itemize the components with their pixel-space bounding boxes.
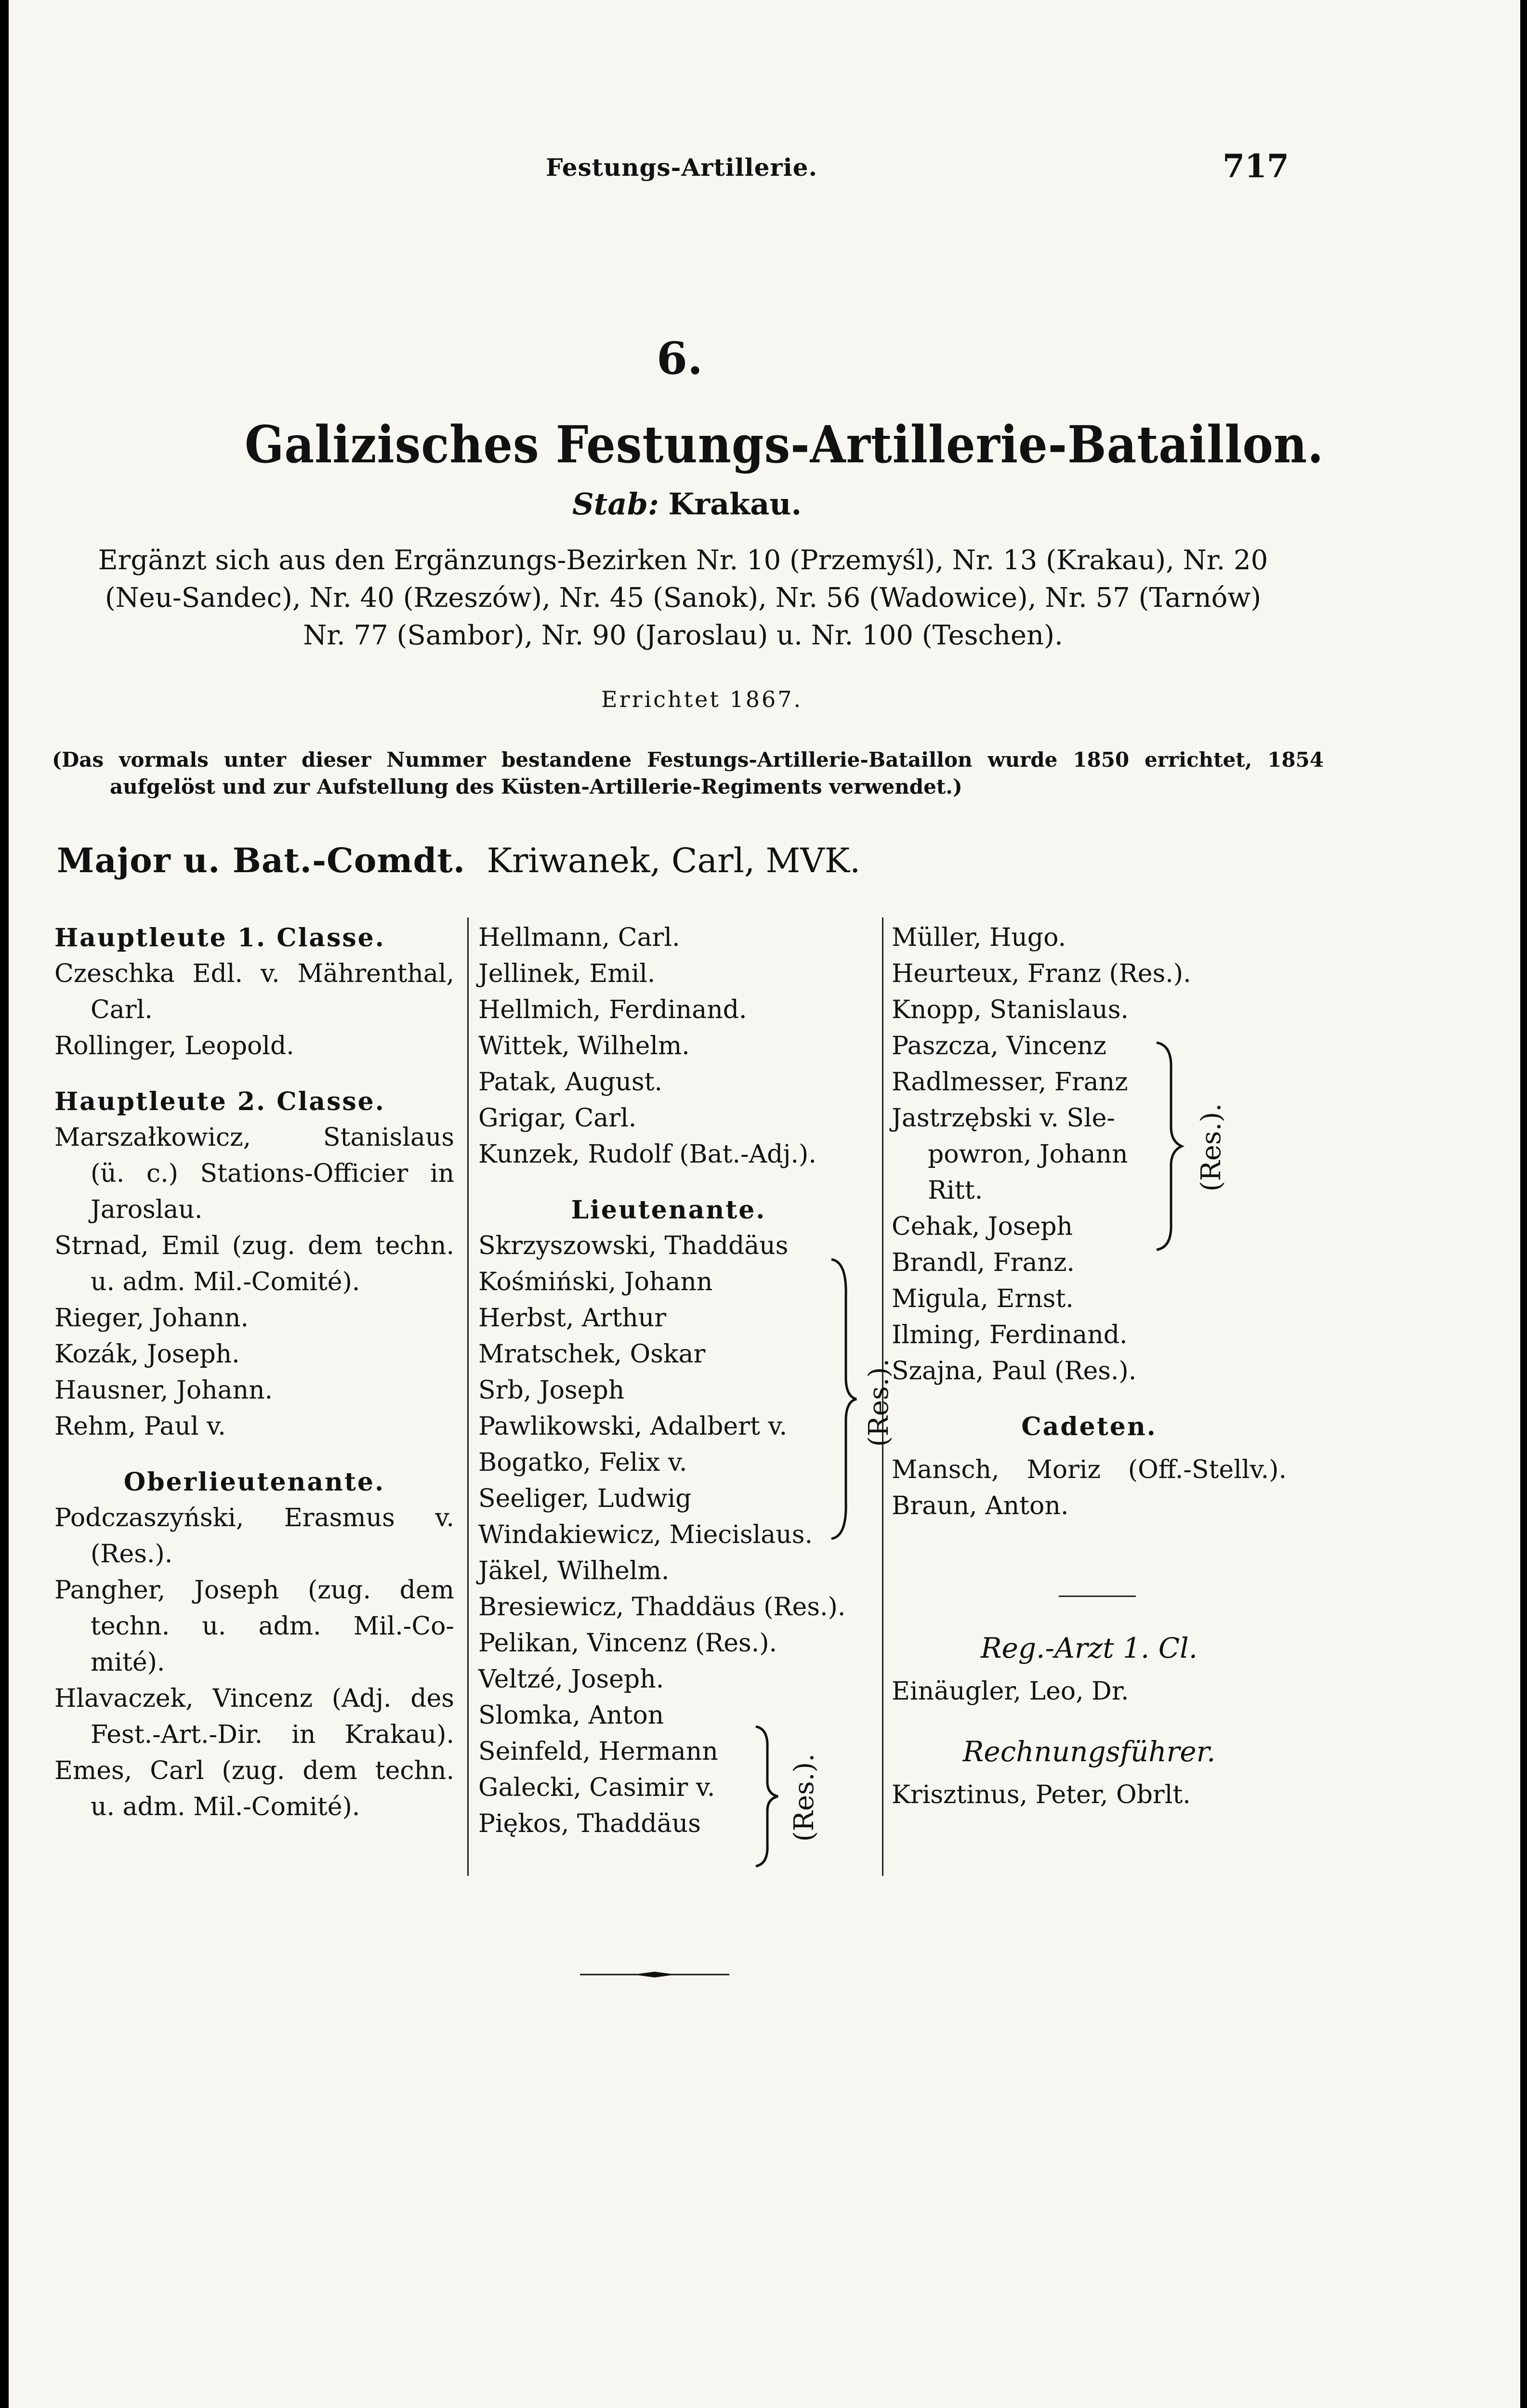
list-item: Pangher, Joseph (zug. dem [54, 1576, 454, 1605]
list-item: Patak, August. [478, 1068, 663, 1097]
document-page [9, 0, 1520, 2408]
major-label: Major u. Bat.-Comdt. [57, 840, 466, 880]
major-line [57, 840, 860, 880]
ergaenzt-paragraph [62, 542, 1304, 654]
list-item: Rieger, Johann. [54, 1304, 249, 1333]
list-item: Galecki, Casimir v. [478, 1773, 715, 1802]
list-item: Windakiewicz, Miecislaus. [478, 1520, 813, 1549]
heading-reg-arzt: Reg.-Arzt 1. Cl. [980, 1632, 1198, 1664]
column-2 [478, 920, 888, 1842]
stab-label: Stab: [572, 486, 659, 522]
heading-hauptleute-1: Hauptleute 1. Classe. [54, 923, 385, 953]
list-item: Ritt. [928, 1176, 983, 1205]
list-item: Knopp, Stanislaus. [892, 995, 1129, 1024]
column-divider [467, 917, 469, 1876]
heading-cadeten: Cadeten. [1021, 1412, 1157, 1441]
stab-value: Krakau. [668, 486, 802, 522]
running-title: Festungs-Artillerie. [546, 153, 817, 182]
list-item: Herbst, Arthur [478, 1304, 667, 1333]
list-item: Brandl, Franz. [892, 1248, 1075, 1277]
list-item: Slomka, Anton [478, 1701, 664, 1730]
page-number: 717 [1223, 147, 1289, 185]
list-item: Kunzek, Rudolf (Bat.-Adj.). [478, 1140, 816, 1169]
divider [1059, 1596, 1136, 1597]
list-item: Piękos, Thaddäus [478, 1809, 701, 1838]
list-item: Veltzé, Joseph. [478, 1665, 664, 1694]
list-item: Cehak, Joseph [892, 1212, 1073, 1241]
list-item: Rollinger, Leopold. [54, 1032, 294, 1060]
list-item: Hlavaczek, Vincenz (Adj. des [54, 1684, 454, 1713]
stab-line [572, 486, 802, 522]
brace-icon [753, 1724, 782, 1869]
list-item: Rehm, Paul v. [54, 1412, 226, 1441]
list-item: Ilming, Ferdinand. [892, 1321, 1128, 1349]
list-item: u. adm. Mil.-Comité). [91, 1793, 360, 1821]
history-note [52, 746, 1324, 800]
list-item: Braun, Anton. [892, 1492, 1069, 1520]
list-item: Kozák, Joseph. [54, 1340, 240, 1369]
heading-oberlieutenante: Oberlieutenante. [123, 1467, 385, 1497]
list-item: Migula, Ernst. [892, 1284, 1074, 1313]
list-item: Krisztinus, Peter, Obrlt. [892, 1780, 1191, 1809]
list-item: mité). [91, 1648, 165, 1677]
list-item: Strnad, Emil (zug. dem techn. [54, 1231, 454, 1260]
list-item: Czeschka Edl. v. Mährenthal, [54, 959, 454, 988]
list-item: Pelikan, Vincenz (Res.). [478, 1629, 777, 1658]
list-item: Grigar, Carl. [478, 1104, 637, 1133]
list-item: Mansch, Moriz (Off.-Stellv.). [892, 1455, 1287, 1484]
note-line: (Das vormals unter dieser Nummer bestandene Festungs-Artillerie-Bataillon wurde 1850 errichtet, 1854 [52, 748, 1324, 772]
brace-icon [828, 1257, 861, 1541]
list-item: Srb, Joseph [478, 1376, 625, 1405]
list-item: Jaroslau. [91, 1195, 203, 1224]
list-item: Kośmiński, Johann [478, 1268, 713, 1296]
list-item: Mratschek, Oskar [478, 1340, 706, 1369]
list-item: Podczaszyński, Erasmus v. [54, 1504, 454, 1532]
list-item: Emes, Carl (zug. dem techn. [54, 1756, 454, 1785]
list-item: Jastrzębski v. Sle- [892, 1104, 1115, 1133]
heading-rechnungsfuehrer: Rechnungsführer. [962, 1735, 1216, 1768]
ergaenzt-line: Ergänzt sich aus den Ergänzungs-Bezirken Nr. 10 (Przemyśl), Nr. 13 (Krakau), Nr. 20 [98, 545, 1268, 576]
list-item: Hellmich, Ferdinand. [478, 995, 747, 1024]
ornament-rule-icon [580, 1972, 729, 1977]
res-label: (Res.). [1196, 1103, 1227, 1192]
major-name: Kriwanek, Carl, MVK. [487, 841, 861, 880]
res-label: (Res.). [789, 1753, 820, 1842]
errichtet-line: Errichtet 1867. [601, 686, 803, 712]
list-item: Heurteux, Franz (Res.). [892, 959, 1191, 988]
ergaenzt-line: (Neu-Sandec), Nr. 40 (Rzeszów), Nr. 45 (Sanok), Nr. 56 (Wadowice), Nr. 57 (Tarnów) [105, 582, 1262, 614]
list-item: Seinfeld, Hermann [478, 1737, 718, 1766]
list-item: Pawlikowski, Adalbert v. [478, 1412, 788, 1441]
list-item: (Res.). [91, 1540, 173, 1569]
list-item: Radlmesser, Franz [892, 1068, 1128, 1097]
list-item: Jäkel, Wilhelm. [478, 1557, 670, 1585]
ergaenzt-line: Nr. 77 (Sambor), Nr. 90 (Jaroslau) u. Nr. 100 (Teschen). [303, 620, 1063, 651]
list-item: powron, Johann [928, 1140, 1128, 1169]
list-item: (ü. c.) Stations-Officier in [91, 1159, 454, 1188]
list-item: Wittek, Wilhelm. [478, 1032, 690, 1060]
list-item: Carl. [91, 995, 153, 1024]
column-1 [54, 920, 454, 1825]
list-item: techn. u. adm. Mil.-Co- [91, 1612, 454, 1641]
brace-icon [1153, 1040, 1186, 1252]
section-number: 6. [657, 332, 703, 384]
list-item: Marszałkowicz, Stanislaus [54, 1123, 454, 1152]
list-item: Hausner, Johann. [54, 1376, 273, 1405]
list-item: Fest.-Art.-Dir. in Krakau). [91, 1720, 454, 1749]
list-item: Hellmann, Carl. [478, 923, 680, 952]
list-item: Seeliger, Ludwig [478, 1484, 692, 1513]
list-item: Müller, Hugo. [892, 923, 1066, 952]
note-line: aufgelöst und zur Aufstellung des Küsten-Artillerie-Regiments verwendet.) [110, 775, 962, 798]
column-3 [892, 920, 1287, 1813]
list-item: Szajna, Paul (Res.). [892, 1357, 1137, 1386]
list-item: u. adm. Mil.-Comité). [91, 1268, 360, 1296]
list-item: Skrzyszowski, Thaddäus [478, 1231, 789, 1260]
heading-lieutenante: Lieutenante. [571, 1195, 766, 1225]
page-title: Galizisches Festungs-Artillerie-Bataillon. [245, 414, 1324, 474]
list-item: Bresiewicz, Thaddäus (Res.). [478, 1593, 846, 1622]
list-item: Bogatko, Felix v. [478, 1448, 687, 1477]
res-label: (Res.). [863, 1358, 895, 1447]
heading-hauptleute-2: Hauptleute 2. Classe. [54, 1087, 385, 1116]
list-item: Paszcza, Vincenz [892, 1032, 1106, 1060]
list-item: Jellinek, Emil. [478, 959, 656, 988]
list-item: Einäugler, Leo, Dr. [892, 1677, 1129, 1706]
